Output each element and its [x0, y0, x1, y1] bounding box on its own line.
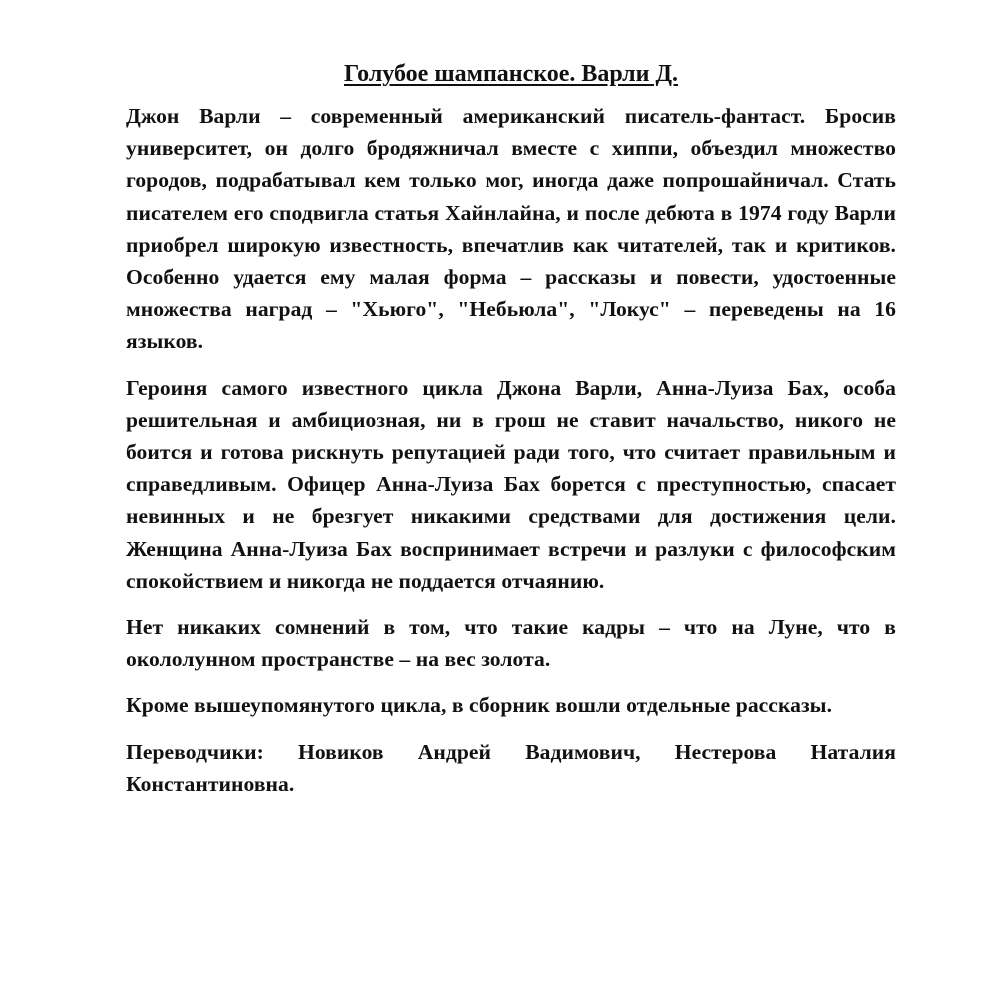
paragraph-heroine: Героиня самого известного цикла Джона Варли, Анна-Луиза Бах, особа решительная и амбициозная, ни в грош не ставит начальство, никого не боится и готова рискнуть репутацией ради того, что считает правильным и справедливым. Офицер Анна-Луиза Бах борется с преступностью, спасает невинных и не брезгует никакими средствами для достижения цели. Женщина Анна-Луиза Бах воспринимает встречи и разлуки с философским спокойствием и никогда не поддается отчаянию.	[126, 375, 896, 593]
document-title	[126, 58, 896, 90]
paragraph-collection: Кроме вышеупомянутого цикла, в сборник вошли отдельные рассказы.	[126, 693, 833, 718]
paragraph-translators: Переводчики: Новиков Андрей Вадимович, Нестерова Наталия Константиновна.	[126, 739, 896, 796]
paragraph-author-bio: Джон Варли – современный американский писатель-фантаст. Бросив университет, он долго бродяжничал вместе с хиппи, объездил множество городов, подрабатывал кем только мог, иногда даже попрошайничал. Стать писателем его сподвигла статья Хайнлайна, и после дебюта в 1974 году Варли приобрел широкую известность, впечатлив как читателей, так и критиков. Особенно удается ему малая форма – рассказы и повести, удостоенные множества наград – "Хьюго", "Небьюла", "Локус" – переведены на 16 языков.	[126, 104, 896, 354]
paragraph-value: Нет никаких сомнений в том, что такие кадры – что на Луне, что в окололунном пространстве – на вес золота.	[126, 615, 896, 672]
document-title-text: Голубое шампанское. Варли Д.	[344, 61, 678, 87]
document-page	[126, 58, 896, 814]
